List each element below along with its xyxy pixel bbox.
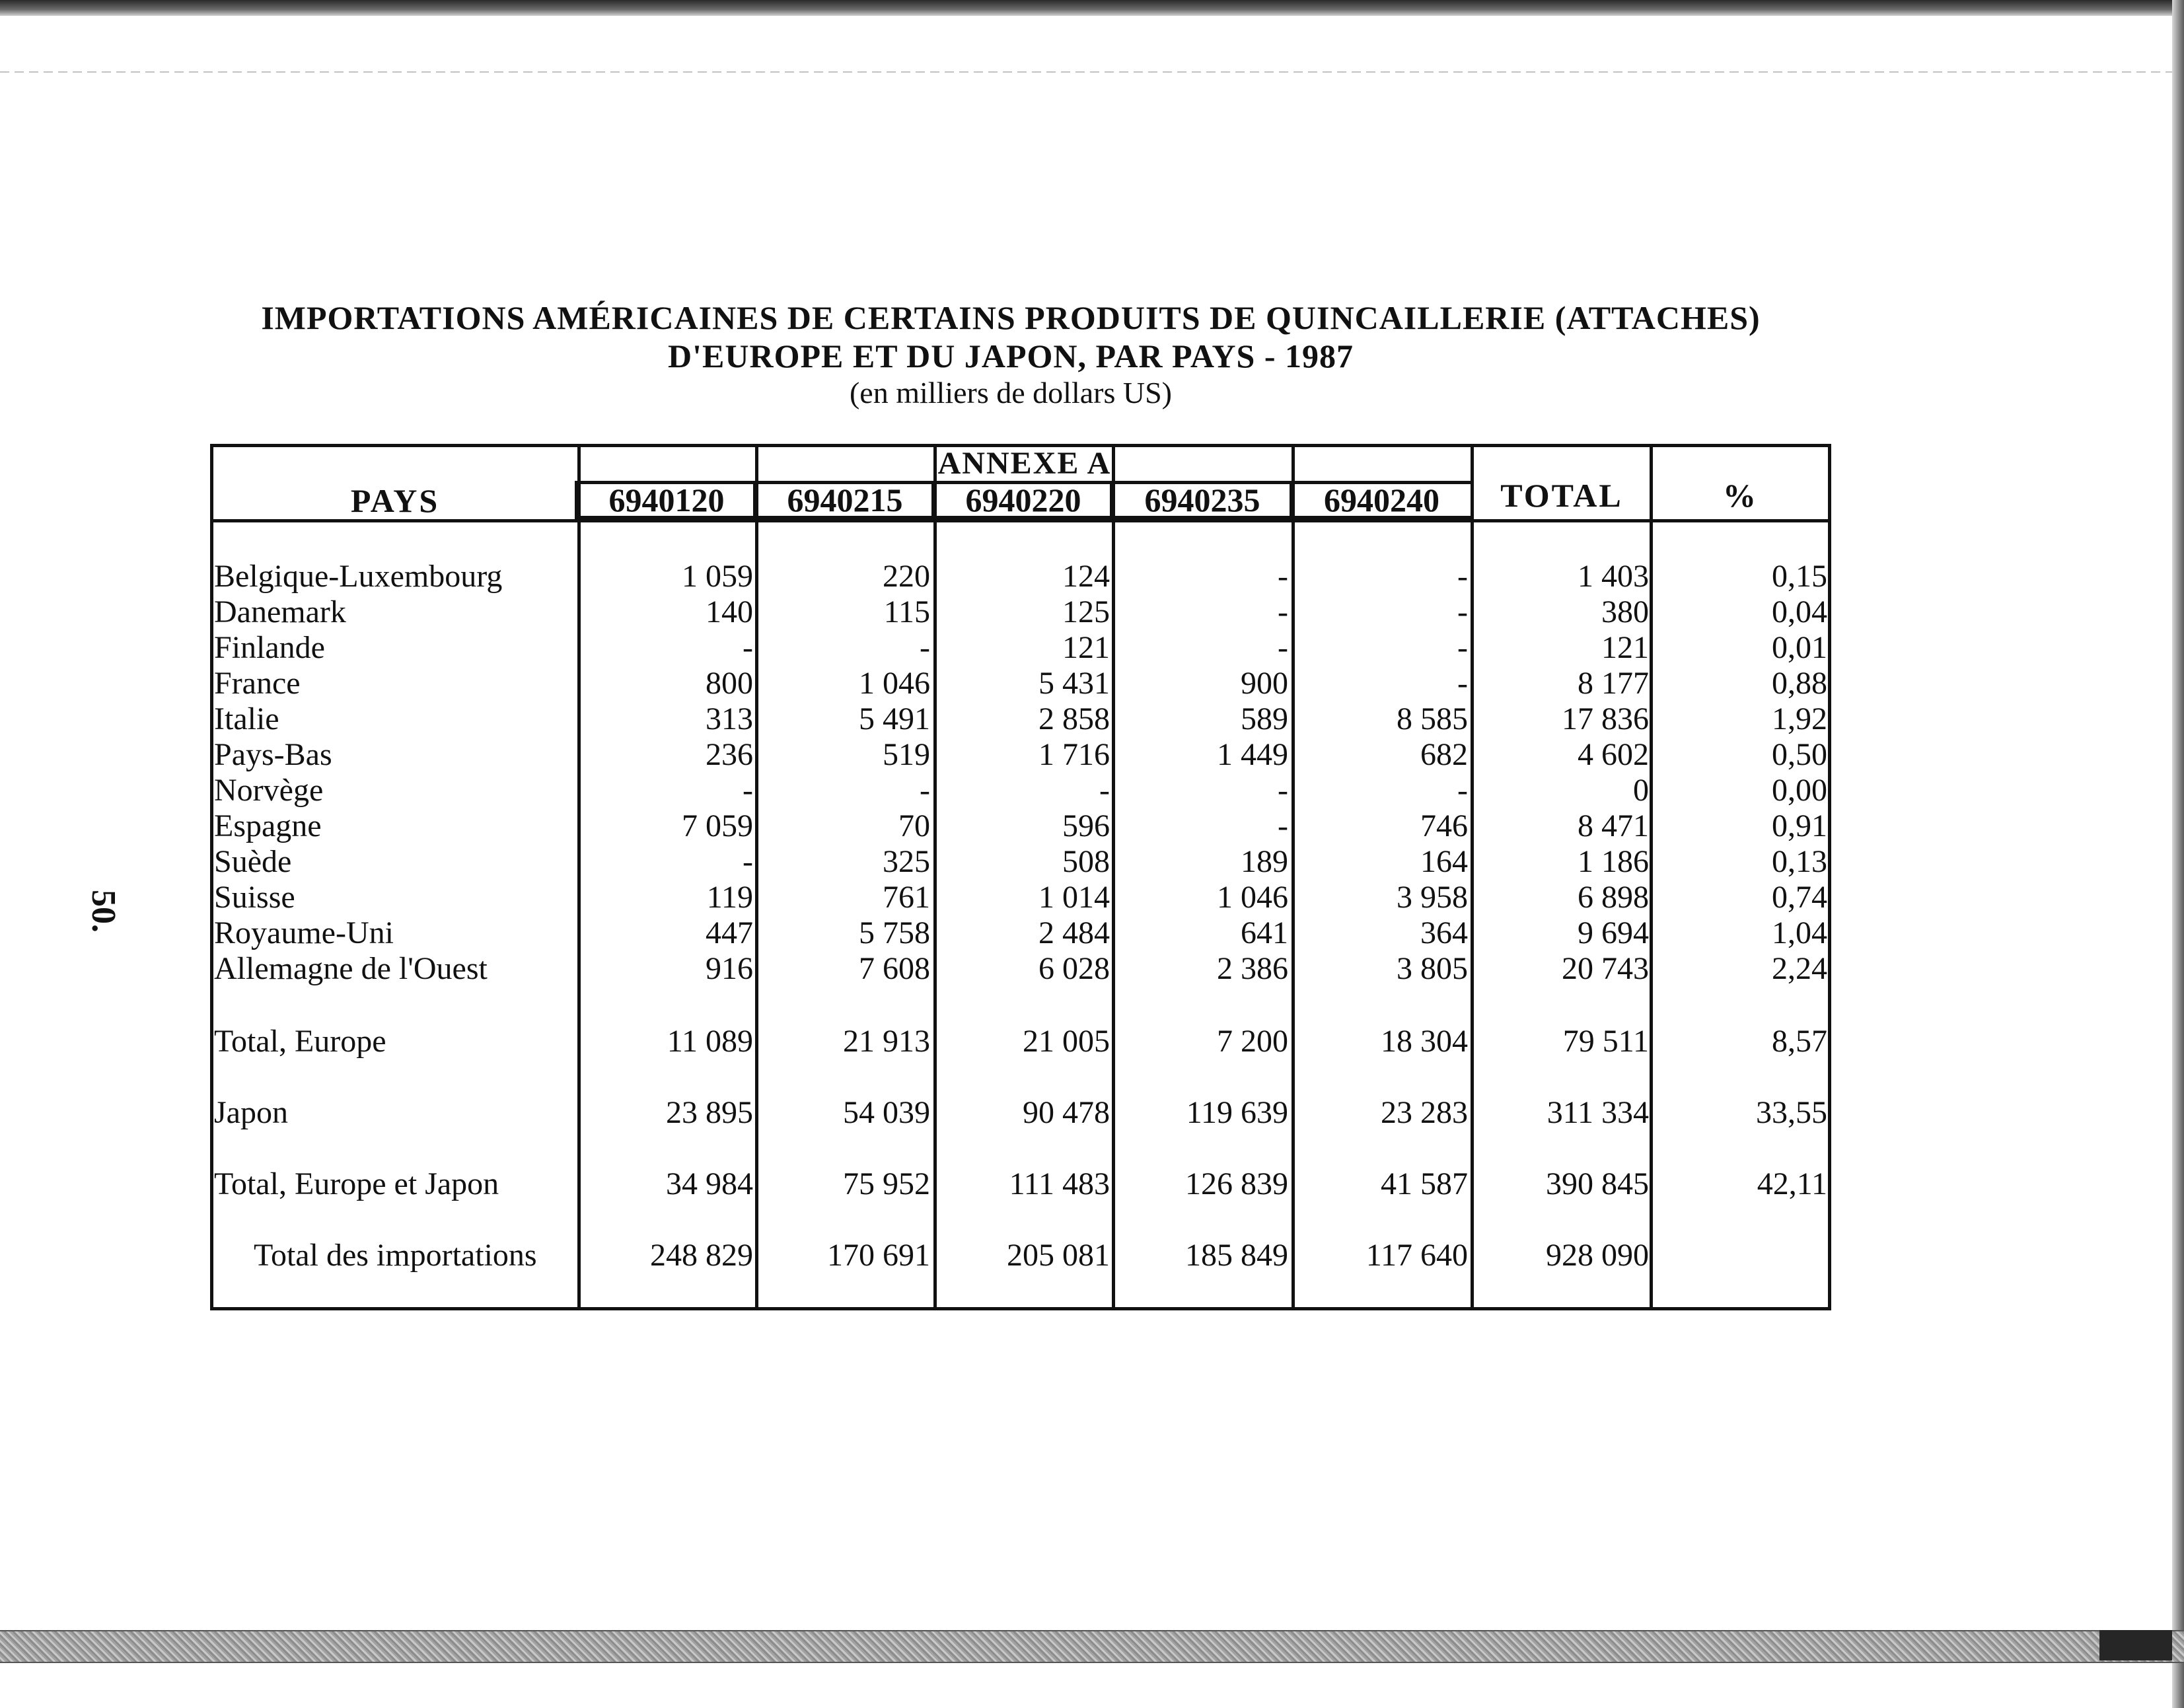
cell-6940120: 916 [706, 951, 753, 986]
cell-percent: 0,88 [1772, 666, 1827, 701]
cell-percent: 1,04 [1772, 915, 1827, 950]
table-row [0, 594, 2184, 630]
country-label: Suède [214, 844, 292, 879]
country-label: Royaume-Uni [214, 915, 394, 950]
cell-6940240: - [1457, 666, 1468, 701]
cell-6940240: 18 304 [1381, 1024, 1468, 1059]
cell-6940215: 5 758 [859, 915, 930, 950]
table-row [0, 915, 2184, 951]
cell-percent: 1,92 [1772, 701, 1827, 736]
cell-6940240: - [1457, 594, 1468, 629]
cell-6940220: 121 [1062, 630, 1110, 665]
cell-total: 928 090 [1546, 1238, 1649, 1273]
table-row [0, 737, 2184, 773]
annexe-header: ANNEXE A [937, 446, 1112, 481]
cell-percent: 0,50 [1772, 737, 1827, 772]
cell-6940120: 11 089 [667, 1024, 753, 1059]
table-row [0, 666, 2184, 701]
cell-percent: 0,01 [1772, 630, 1827, 665]
cell-total: 0 [1633, 773, 1649, 808]
cell-6940240: 41 587 [1381, 1166, 1468, 1201]
cell-total: 8 177 [1578, 666, 1649, 701]
cell-6940235: - [1278, 808, 1288, 843]
table-row [0, 773, 2184, 808]
cell-percent: 0,91 [1772, 808, 1827, 843]
cell-6940235: - [1278, 773, 1288, 808]
cell-total: 311 334 [1547, 1095, 1649, 1130]
cell-total: 20 743 [1562, 951, 1649, 986]
cell-6940215: 21 913 [843, 1024, 930, 1059]
cell-6940235: 1 046 [1217, 880, 1288, 915]
cell-6940240: - [1457, 559, 1468, 594]
scan-dotted-line [0, 71, 2184, 73]
cell-6940235: - [1278, 594, 1288, 629]
cell-total: 6 898 [1578, 880, 1649, 915]
cell-6940120: - [743, 630, 753, 665]
cell-percent: 0,00 [1772, 773, 1827, 808]
cell-total: 9 694 [1578, 915, 1649, 950]
cell-6940120: 7 059 [682, 808, 753, 843]
cell-total: 390 845 [1546, 1166, 1649, 1201]
country-label: France [214, 666, 301, 701]
scan-bottom-corner [2099, 1630, 2172, 1660]
cell-percent: 0,04 [1772, 594, 1827, 629]
cell-6940215: 115 [883, 594, 930, 629]
document-subtitle: (en milliers de dollars US) [849, 376, 1172, 409]
cell-6940235: 126 839 [1185, 1166, 1288, 1201]
code-header-6940120: 6940120 [575, 481, 758, 519]
cell-total: 17 836 [1562, 701, 1649, 736]
cell-percent: 2,24 [1772, 951, 1827, 986]
percent-header: % [1723, 477, 1758, 514]
cell-percent: 33,55 [1756, 1095, 1827, 1130]
cell-6940215: 54 039 [843, 1095, 930, 1130]
cell-6940235: 641 [1241, 915, 1288, 950]
table-row [0, 844, 2184, 880]
cell-6940215: 325 [883, 844, 930, 879]
cell-6940220: 124 [1062, 559, 1110, 594]
cell-6940235: - [1278, 559, 1288, 594]
country-label: Belgique-Luxembourg [214, 559, 503, 594]
cell-6940220: 111 483 [1009, 1166, 1110, 1201]
cell-6940240: 746 [1420, 808, 1468, 843]
cell-6940120: 248 829 [650, 1238, 753, 1273]
cell-6940235: 7 200 [1217, 1024, 1288, 1059]
cell-percent: 42,11 [1757, 1166, 1827, 1201]
cell-6940240: 3 805 [1397, 951, 1468, 986]
cell-6940220: 21 005 [1023, 1024, 1110, 1059]
table-row [0, 951, 2184, 987]
scan-top-edge [0, 0, 2184, 16]
table-row-total-europe-japon [0, 1166, 2184, 1202]
code-header-6940220: 6940220 [931, 481, 1115, 519]
cell-6940240: 364 [1420, 915, 1468, 950]
cell-6940120: 140 [706, 594, 753, 629]
code-header-6940215: 6940215 [753, 481, 937, 519]
cell-6940215: 5 491 [859, 701, 930, 736]
cell-6940235: 2 386 [1217, 951, 1288, 986]
table-row-total-importations [0, 1238, 2184, 1273]
country-label: Suisse [214, 880, 295, 915]
cell-6940235: 185 849 [1185, 1238, 1288, 1273]
cell-6940120: - [743, 844, 753, 879]
cell-6940120: 236 [706, 737, 753, 772]
cell-6940120: - [743, 773, 753, 808]
cell-6940220: 2 484 [1038, 915, 1110, 950]
cell-6940215: 519 [883, 737, 930, 772]
table-row-total-europe [0, 1024, 2184, 1059]
pays-header: PAYS [350, 482, 440, 519]
cell-6940215: 220 [883, 559, 930, 594]
table-row [0, 808, 2184, 844]
cell-6940240: - [1457, 630, 1468, 665]
cell-total: 380 [1601, 594, 1649, 629]
cell-6940240: 3 958 [1397, 880, 1468, 915]
cell-percent: 8,57 [1772, 1024, 1827, 1059]
country-label: Pays-Bas [214, 737, 332, 772]
cell-6940120: 447 [706, 915, 753, 950]
cell-6940215: 7 608 [859, 951, 930, 986]
country-label: Danemark [214, 594, 346, 629]
table-row-japon [0, 1095, 2184, 1131]
cell-6940215: - [920, 630, 930, 665]
cell-percent: 0,15 [1772, 559, 1827, 594]
code-header-6940240: 6940240 [1290, 481, 1474, 519]
cell-total: 121 [1601, 630, 1649, 665]
table-row [0, 701, 2184, 737]
code-header-6940235: 6940235 [1110, 481, 1295, 519]
cell-total: 4 602 [1578, 737, 1649, 772]
row-label: Total des importations [254, 1238, 537, 1273]
cell-6940120: 34 984 [666, 1166, 753, 1201]
cell-6940215: 170 691 [827, 1238, 930, 1273]
cell-6940120: 119 [706, 880, 753, 915]
cell-6940120: 23 895 [666, 1095, 753, 1130]
cell-6940240: 8 585 [1397, 701, 1468, 736]
cell-6940215: 70 [898, 808, 930, 843]
total-header: TOTAL [1500, 477, 1623, 514]
country-label: Espagne [214, 808, 322, 843]
cell-6940235: 1 449 [1217, 737, 1288, 772]
cell-percent: 0,74 [1772, 880, 1827, 915]
cell-6940240: 164 [1420, 844, 1468, 879]
cell-6940240: 117 640 [1365, 1238, 1468, 1273]
cell-percent: 0,13 [1772, 844, 1827, 879]
cell-6940220: 125 [1062, 594, 1110, 629]
document-title-line2: D'EUROPE ET DU JAPON, PAR PAYS - 1987 [668, 338, 1354, 374]
page-number: 50. [85, 890, 122, 933]
cell-6940235: - [1278, 630, 1288, 665]
cell-6940215: 75 952 [843, 1166, 930, 1201]
cell-6940220: 596 [1062, 808, 1110, 843]
cell-6940235: 119 639 [1186, 1095, 1288, 1130]
row-label: Total, Europe [214, 1024, 386, 1059]
cell-total: 79 511 [1562, 1024, 1649, 1059]
cell-total: 8 471 [1578, 808, 1649, 843]
cell-6940240: - [1457, 773, 1468, 808]
cell-6940120: 313 [706, 701, 753, 736]
table-row [0, 630, 2184, 666]
table-row [0, 559, 2184, 594]
cell-6940220: 6 028 [1038, 951, 1110, 986]
cell-total: 1 186 [1578, 844, 1649, 879]
cell-6940220: 2 858 [1038, 701, 1110, 736]
cell-6940235: 189 [1241, 844, 1288, 879]
cell-6940240: 23 283 [1381, 1095, 1468, 1130]
cell-6940235: 900 [1241, 666, 1288, 701]
cell-6940215: 1 046 [859, 666, 930, 701]
country-label: Norvège [214, 773, 324, 808]
country-label: Allemagne de l'Ouest [214, 951, 488, 986]
country-label: Italie [214, 701, 279, 736]
cell-6940120: 1 059 [682, 559, 753, 594]
country-label: Japon [214, 1095, 288, 1130]
cell-6940235: 589 [1241, 701, 1288, 736]
cell-6940220: 205 081 [1007, 1238, 1110, 1273]
cell-6940215: 761 [883, 880, 930, 915]
cell-6940220: 1 014 [1038, 880, 1110, 915]
cell-6940220: - [1099, 773, 1110, 808]
country-label: Finlande [214, 630, 325, 665]
cell-6940240: 682 [1420, 737, 1468, 772]
cell-6940215: - [920, 773, 930, 808]
cell-6940220: 1 716 [1038, 737, 1110, 772]
cell-6940120: 800 [706, 666, 753, 701]
cell-6940220: 508 [1062, 844, 1110, 879]
scan-bottom-edge [0, 1630, 2184, 1663]
cell-6940220: 90 478 [1023, 1095, 1110, 1130]
row-label: Total, Europe et Japon [214, 1166, 499, 1201]
cell-6940220: 5 431 [1038, 666, 1110, 701]
cell-total: 1 403 [1578, 559, 1649, 594]
table-row [0, 880, 2184, 915]
document-title-line1: IMPORTATIONS AMÉRICAINES DE CERTAINS PRODUITS DE QUINCAILLERIE (ATTACHES) [261, 299, 1761, 336]
